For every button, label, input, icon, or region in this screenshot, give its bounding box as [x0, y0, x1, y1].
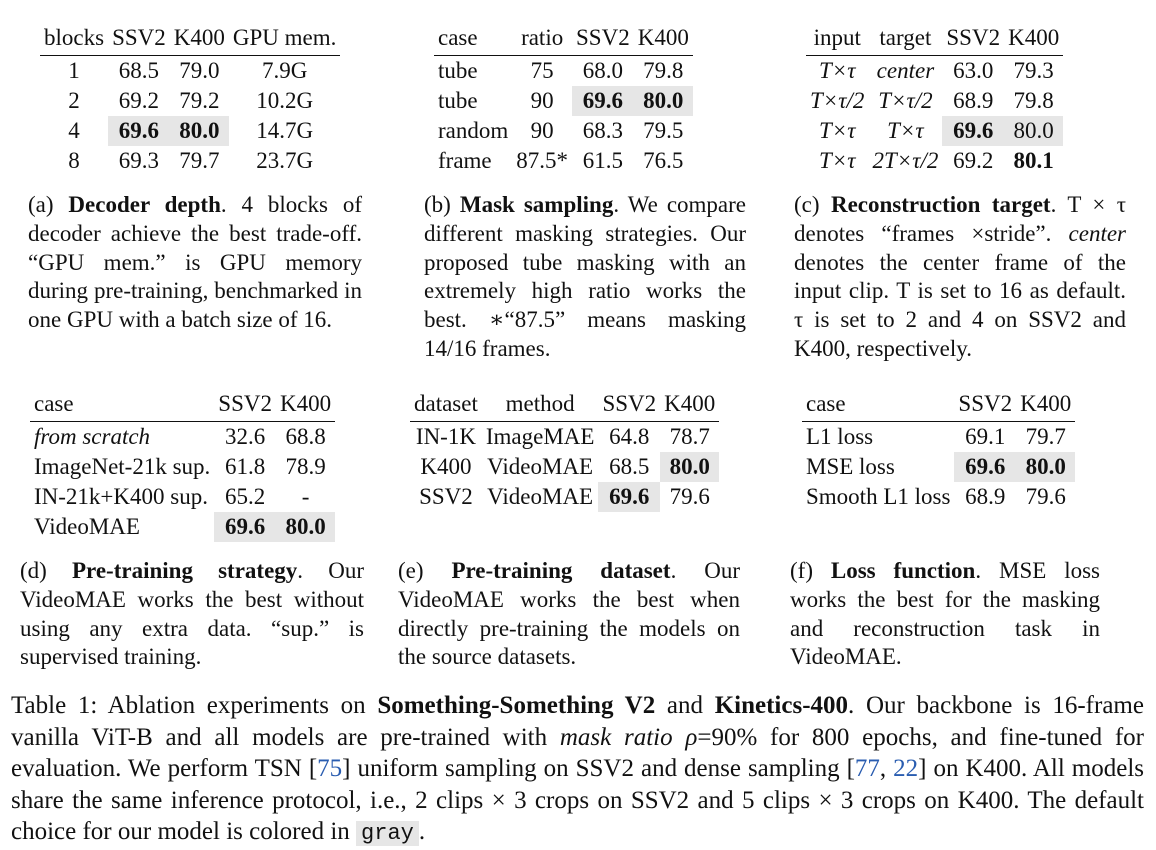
table-cell: 68.9 [953, 88, 994, 113]
caption-text: denotes the center frame of the input clip. T is set to 16 as default. τ is set to 2 and 4 on SSV2 and K400, respectively. [794, 249, 1126, 361]
caption-text: . MSE loss works the best for the masking and reconstruction task in VideoMAE. [790, 558, 1100, 670]
caption-label: (b) [424, 192, 451, 217]
table-header: K400 [276, 388, 335, 422]
table-cell-highlight: 69.6 [108, 116, 170, 146]
table-header: case [30, 388, 214, 422]
table-row [434, 56, 693, 87]
table-cell: T×τ [818, 58, 856, 83]
table-cell: tube [438, 88, 478, 113]
caption-text: . 4 blocks of decoder achieve the best trade-off. “GPU mem.” is GPU memory during pre-training, benchmarked in one GPU with a batch size of 16. [28, 192, 362, 333]
table-cell-highlight: 80.0 [1016, 452, 1075, 482]
caption-mask-ratio: mask ratio ρ [559, 723, 698, 751]
table-row [410, 422, 719, 453]
caption-title: Pre-training strategy [72, 558, 298, 583]
table-header: SSV2 [214, 388, 276, 422]
table-cell-highlight: 80.0 [634, 86, 693, 116]
table-cell: ImageMAE [485, 424, 595, 449]
table-row [40, 146, 340, 176]
caption-label: (f) [790, 558, 813, 583]
table-cell-highlight: 69.6 [598, 482, 660, 512]
caption-text: =90% for 800 epochs, and fine-tuned for evaluation. We perform TSN [ [11, 723, 1145, 782]
table-cell: VideoMAE [487, 454, 594, 479]
table-row [806, 116, 1063, 146]
table-cell: 90 [530, 88, 554, 113]
table-cell: L1 loss [806, 424, 874, 449]
table-a-panel [40, 22, 340, 176]
citation-link[interactable]: 77 [854, 755, 880, 782]
table-row [434, 116, 693, 146]
table-cell: 79.6 [669, 484, 710, 509]
table-cell: T×τ [887, 118, 924, 143]
table-header: K400 [170, 22, 229, 56]
citation-link[interactable]: 22 [893, 755, 919, 782]
caption-dataset-ssv2: Something-Something V2 [377, 692, 656, 719]
table-e-panel [410, 388, 719, 512]
table-cell: 90 [530, 118, 554, 143]
caption-text: Table 1: Ablation experiments on [11, 692, 378, 719]
table-cell: T×τ [818, 148, 856, 173]
table-cell: 79.8 [643, 58, 684, 83]
table-cell: 78.9 [285, 454, 326, 479]
table-header: input [806, 22, 868, 56]
table-row [30, 452, 335, 482]
table-cell: 7.9G [261, 58, 308, 83]
table-cell: 10.2G [256, 88, 314, 113]
table-header: SSV2 [572, 22, 634, 56]
table-cell: VideoMAE [487, 484, 594, 509]
caption-label: (a) [28, 192, 54, 217]
table-c-panel [806, 22, 1063, 176]
table-header: SSV2 [598, 388, 660, 422]
table-cell: 63.0 [953, 58, 994, 83]
caption-label: (e) [398, 558, 424, 583]
caption-label: (c) [794, 192, 820, 217]
caption-f [790, 557, 1100, 672]
table-cell: 14.7G [256, 118, 314, 143]
caption-text: . Our backbone is 16-frame vanilla ViT-B and all models are pre-trained with [11, 692, 1144, 751]
table-cell: 68.0 [582, 58, 623, 83]
table-cell: VideoMAE [34, 514, 140, 539]
table-row [40, 86, 340, 116]
caption-text: . T × τ denotes “frames ×stride”. [794, 192, 1127, 246]
caption-title: Mask sampling [459, 192, 614, 217]
table-header: method [482, 388, 599, 422]
main-table-caption [11, 690, 1144, 850]
caption-text: . Our VideoMAE works the best without using any extra data. “sup.” is supervised training. [20, 558, 364, 670]
table-header: K400 [1004, 22, 1063, 56]
table-row [410, 482, 719, 512]
table-cell-highlight: 69.6 [942, 116, 1004, 146]
table-cell: 4 [68, 118, 80, 143]
caption-d [20, 557, 364, 672]
table-cell: 68.5 [609, 454, 650, 479]
table-d-panel [30, 388, 335, 542]
table-cell: 32.6 [225, 424, 266, 449]
table-cell: frame [438, 148, 492, 173]
table-cell: 68.3 [582, 118, 623, 143]
table-cell: 87.5* [516, 148, 569, 173]
gray-swatch-word: gray [356, 821, 419, 846]
table-row [806, 56, 1063, 87]
table-row [802, 482, 1075, 512]
caption-title: Loss function [830, 558, 976, 583]
table-cell: 68.8 [285, 424, 326, 449]
caption-center-word: center [1068, 220, 1126, 246]
table-cell: 79.2 [179, 88, 220, 113]
caption-text: . [418, 818, 426, 845]
table-cell-highlight: 80.0 [170, 116, 229, 146]
caption-a [28, 191, 362, 335]
caption-text: and [655, 692, 715, 719]
table-row [802, 422, 1075, 453]
table-cell: 79.3 [1013, 58, 1054, 83]
table-row [30, 422, 335, 453]
table-header: K400 [1016, 388, 1075, 422]
table-cell-highlight: 80.0 [660, 452, 719, 482]
table-cell: 79.5 [643, 118, 684, 143]
caption-label: (d) [20, 558, 47, 583]
table-c [806, 22, 1063, 176]
table-cell: 69.2 [953, 148, 994, 173]
table-row [434, 86, 693, 116]
table-cell: T×τ/2 [810, 88, 865, 113]
table-row [30, 512, 335, 542]
table-cell: 79.0 [179, 58, 220, 83]
table-row [806, 86, 1063, 116]
table-cell: T×τ/2 [878, 88, 933, 113]
table-cell: tube [438, 58, 478, 83]
table-header: SSV2 [942, 22, 1004, 56]
table-cell: 64.8 [609, 424, 650, 449]
table-cell: random [438, 118, 509, 143]
table-row [434, 146, 693, 176]
table-cell: 69.1 [965, 424, 1006, 449]
table-header: SSV2 [954, 388, 1016, 422]
table-a [40, 22, 340, 176]
table-cell: Smooth L1 loss [806, 484, 951, 509]
table-cell: 69.3 [118, 148, 160, 173]
caption-title: Pre-training dataset [451, 558, 671, 583]
table-cell: 2 [68, 88, 80, 113]
table-cell: 69.2 [118, 88, 160, 113]
table-cell: 8 [68, 148, 80, 173]
table-cell: 79.7 [179, 148, 220, 173]
table-header: case [434, 22, 512, 56]
table-header: case [802, 388, 954, 422]
table-cell: MSE loss [806, 454, 895, 479]
table-header: target [868, 22, 942, 56]
table-cell: 2T×τ/2 [872, 148, 939, 173]
table-cell: center [876, 58, 935, 83]
table-cell: ImageNet-21k sup. [34, 454, 211, 479]
table-d [30, 388, 335, 542]
caption-text: ] on K400. All models share the same inference protocol, i.e., 2 clips × 3 crops on SSV2 and 5 clips × 3 crops on K400. The default choice for our model is colored in [11, 755, 1144, 845]
table-cell: 79.8 [1013, 88, 1054, 113]
table-cell: 75 [530, 58, 554, 83]
table-cell: from scratch [34, 424, 151, 449]
caption-e [398, 557, 740, 672]
caption-title: Decoder depth [68, 192, 221, 217]
citation-link[interactable]: 75 [317, 755, 343, 782]
table-cell: K400 [420, 454, 472, 479]
table-header: dataset [410, 388, 482, 422]
table-row [40, 56, 340, 87]
table-cell: 79.7 [1025, 424, 1066, 449]
caption-c [794, 191, 1126, 364]
table-cell-highlight: 69.6 [572, 86, 634, 116]
table-f-panel [802, 388, 1075, 512]
table-b [434, 22, 693, 176]
table-cell: T×τ [818, 118, 856, 143]
table-row [410, 452, 719, 482]
table-cell: 78.7 [669, 424, 710, 449]
table-cell: 65.2 [225, 484, 266, 509]
table-cell: 79.6 [1025, 484, 1066, 509]
table-row [806, 146, 1063, 176]
table-cell: 1 [68, 58, 80, 83]
table-cell: 76.5 [643, 148, 684, 173]
table-cell: IN-21k+K400 sup. [34, 484, 208, 509]
table-header: GPU mem. [229, 22, 341, 56]
table-cell: SSV2 [419, 484, 473, 509]
table-row [30, 482, 335, 512]
table-header: K400 [634, 22, 693, 56]
table-f [802, 388, 1075, 512]
table-cell: 68.9 [965, 484, 1006, 509]
caption-text: ] uniform sampling on SSV2 and dense sampling [ [342, 755, 855, 782]
table-header: blocks [40, 22, 108, 56]
table-b-panel [434, 22, 693, 176]
caption-b [424, 191, 746, 364]
caption-text: . Our VideoMAE works the best when directly pre-training the models on the source datasets. [398, 558, 740, 670]
table-cell-highlight: 80.0 [1004, 116, 1063, 146]
caption-text: . We compare different masking strategies. Our proposed tube masking with an extremely high ratio works the best. ∗“87.5” means masking 14/16 frames. [424, 192, 746, 361]
table-cell: 80.1 [1013, 148, 1054, 173]
table-cell: IN-1K [415, 424, 476, 449]
table-e [410, 388, 719, 512]
table-row [802, 452, 1075, 482]
table-header: ratio [512, 22, 572, 56]
table-cell-highlight: 69.6 [214, 512, 276, 542]
table-cell: 68.5 [118, 58, 160, 83]
caption-dataset-k400: Kinetics-400 [714, 692, 849, 719]
table-cell: 61.8 [225, 454, 266, 479]
table-cell: 23.7G [256, 148, 314, 173]
table-cell: - [301, 484, 310, 509]
caption-title: Reconstruction target [830, 192, 1051, 217]
table-header: SSV2 [108, 22, 170, 56]
table-cell: 61.5 [582, 148, 623, 173]
table-row [40, 116, 340, 146]
table-header: K400 [660, 388, 719, 422]
caption-text: , [879, 755, 894, 782]
table-cell-highlight: 80.0 [276, 512, 335, 542]
table-cell-highlight: 69.6 [954, 452, 1016, 482]
